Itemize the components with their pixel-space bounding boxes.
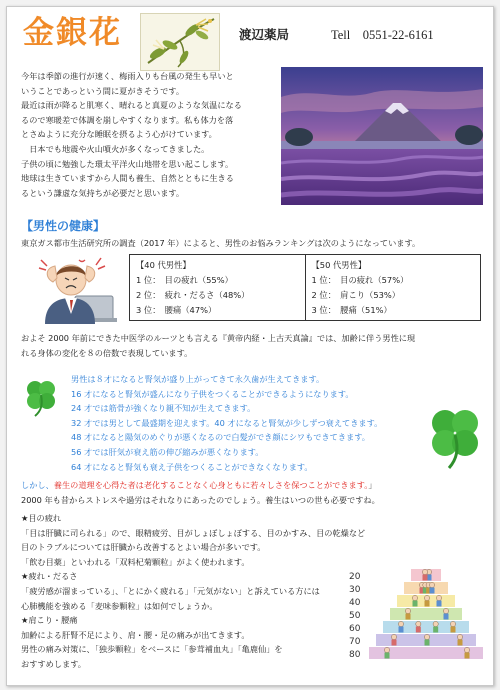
stressed-man-illustration [35, 252, 121, 324]
life-stage: 64 才になると腎気も衰え子供をつくることができなくなります。 [71, 461, 313, 472]
fatigue-heading: ★疲れ・だるさ [21, 571, 78, 582]
life-stage: 16 才になると腎気が盛んになり子供をつくることができるようになります。 [71, 388, 354, 399]
eye-fatigue-line: 目のトラブルについては肝臓から改善するとよい場合が多いです。 [21, 542, 266, 553]
shoulder-back-line: 加齢による肝腎不足により、肩・腰・足の痛みが出てきます。 [21, 629, 250, 640]
eye-fatigue-heading: ★目の疲れ [21, 513, 62, 523]
age-label: 70 [349, 637, 361, 647]
conclusion-prefix: しかし、 [21, 480, 54, 490]
life-stage: 男性は８才になると腎気が盛り上がってきて永久歯が生えてきます。 [71, 374, 325, 384]
shoulder-back-line: 男性の痛み対策に、「独歩顆粒」をベースに「参茸補血丸」「亀鹿仙」を [21, 644, 283, 655]
person-body [425, 601, 430, 607]
age-label: 40 [349, 598, 361, 608]
intro-line: 子供の頃に勉強した環太平洋火山地帯を思い起こします。 [21, 158, 234, 169]
intro-line: 最近は雨が降ると肌寒く、晴れると真夏のような気温になる [21, 100, 242, 111]
ranking-item: 3 位： 腰痛（51%） [311, 305, 392, 315]
person-body [437, 601, 442, 607]
eye-fatigue-line: 「飲む目薬」といわれる「双料杞菊顆粒」がよく使われます。 [21, 556, 250, 567]
fatigue-line: 「疲労感が溜まっている」、「とにかく疲れる」「元気がない」と訴えている方には [21, 585, 320, 596]
age-label: 80 [349, 650, 361, 660]
person-body [423, 575, 428, 581]
shoulder-back-line: おすすめします。 [21, 658, 86, 669]
person-body [444, 614, 449, 620]
person-body [399, 627, 404, 633]
intro-line: いうことであっという間に夏がきそうです。 [21, 85, 185, 96]
eye-fatigue-line: 「目は肝臓に司られる」ので、眼精疲労、目がしょぼしょぼする、目のかすみ、目の乾燥など [21, 527, 366, 538]
person-icon [422, 569, 427, 574]
life-stage: 48 才になると陽気のめぐりが悪くなるので白髪ができ顔にシワもできてきます。 [71, 432, 370, 443]
shop-name: 渡辺薬局 [239, 27, 290, 42]
intro-paragraph [21, 69, 242, 200]
person-icon [436, 595, 441, 600]
person-icon [412, 595, 417, 600]
person-icon [424, 595, 429, 600]
intro-line: 日本でも地震や火山噴火が多くなってきました。 [21, 143, 210, 154]
section-title-mens-health: 【男性の健康】 [21, 219, 106, 233]
clover-icon [23, 377, 59, 417]
intro-line: とさぬように充分な睡眠を摂るよう心がけています。 [21, 129, 217, 140]
clover-icon [423, 405, 487, 469]
age-label: 20 [349, 572, 361, 582]
person-icon [416, 621, 421, 626]
ranking-item: 2 位： 肩こり（53%） [311, 290, 401, 300]
age-step [390, 608, 462, 620]
person-icon [450, 621, 455, 626]
person-icon [429, 582, 434, 587]
person-body [425, 640, 430, 646]
mount-fuji-lavender-photo [281, 67, 483, 205]
intro-line: るという謙虚な気持ちが必要だと思います。 [21, 187, 185, 198]
shop-phone: Tell 0551‑22‑6161 [331, 28, 434, 42]
ranking-50s-heading: 【50 代男性】 [311, 260, 367, 270]
person-icon [443, 608, 448, 613]
person-icon [464, 647, 469, 652]
ranking-item: 1 位： 目の疲れ（55%） [136, 275, 233, 285]
honeysuckle-illustration [140, 13, 220, 71]
life-stage: 24 才では筋骨が強くなり親不知が生えてきます。 [71, 403, 256, 414]
ranking-40s-heading: 【40 代男性】 [136, 260, 191, 270]
person-body [406, 614, 411, 620]
conclusion [21, 478, 377, 493]
person-body [413, 601, 418, 607]
person-body [465, 653, 470, 659]
age-label: 50 [349, 611, 361, 621]
classic-intro [21, 331, 415, 360]
intro-line: 地球は生きていますから人間も養生、自然とともに生きる [21, 173, 234, 184]
person-icon [424, 634, 429, 639]
life-stages-list [71, 372, 382, 474]
fatigue-line: 心肺機能を強める「麦味参顆粒」は如何でしょうか。 [21, 600, 218, 611]
shoulder-back-heading: ★肩こり・腰痛 [21, 615, 78, 626]
conclusion-highlight: 養生の道理を心得た者は老化することなく心身ともに若々しさを保つことができます。 [53, 480, 369, 490]
person-body [416, 627, 421, 633]
classic-line: れる身体の変化を８の倍数で表現しています。 [21, 347, 193, 358]
ranking-40s [130, 255, 305, 320]
age-label: 30 [349, 585, 361, 595]
age-pyramid-illustration [347, 565, 485, 681]
person-icon [384, 647, 389, 652]
age-step [383, 621, 469, 633]
newsletter-title: 金銀花 [23, 15, 122, 51]
ranking-item: 3 位： 腰痛（47%） [136, 305, 217, 315]
survey-intro: 東京ガス都市生活研究所の調査（2017 年）によると、男性のお悩みランキングは次のようになっています。 [21, 238, 421, 248]
life-stage: 56 才では肝気が衰え筋の伸び縮みが悪くなります。 [71, 446, 264, 457]
newsletter-page [6, 6, 494, 686]
intro-line: 今年は季節の進行が速く、梅雨入りも台風の発生も早いと [21, 71, 234, 81]
classic-line: およそ 2000 年前にできた中医学のルーツとも言える『黄帝内経・上古天真論』では、加齢に伴う男性に現 [21, 333, 416, 343]
age-pyramid-svg [347, 565, 485, 681]
life-stage: 32 才では男として最盛期を迎えます。40 才になると腎気が少しずつ衰えてきます。 [71, 417, 383, 428]
person-icon [391, 634, 396, 639]
ranking-50s [305, 255, 481, 320]
eye-fatigue-section [21, 511, 365, 672]
ranking-item: 2 位： 疲れ・だるさ（48%） [136, 290, 250, 300]
closing-remark: 2000 年も昔からストレスや過労はそれなりにあったのでしょう。養生はいつの世も必要ですね。 [21, 495, 380, 505]
person-body [458, 640, 463, 646]
age-label: 60 [349, 624, 361, 634]
person-body [451, 627, 456, 633]
person-icon [433, 621, 438, 626]
person-body [433, 627, 438, 633]
ranking-table [129, 254, 481, 321]
ranking-item: 1 位： 目の疲れ（57%） [311, 275, 409, 285]
person-body [385, 653, 390, 659]
person-icon [398, 621, 403, 626]
person-body [430, 588, 435, 594]
conclusion-suffix: 」 [368, 480, 377, 490]
intro-line: るので寒暖差で体調を崩しやすくなります。私も体力を落 [21, 114, 234, 125]
person-icon [405, 608, 410, 613]
person-icon [457, 634, 462, 639]
person-body [392, 640, 397, 646]
